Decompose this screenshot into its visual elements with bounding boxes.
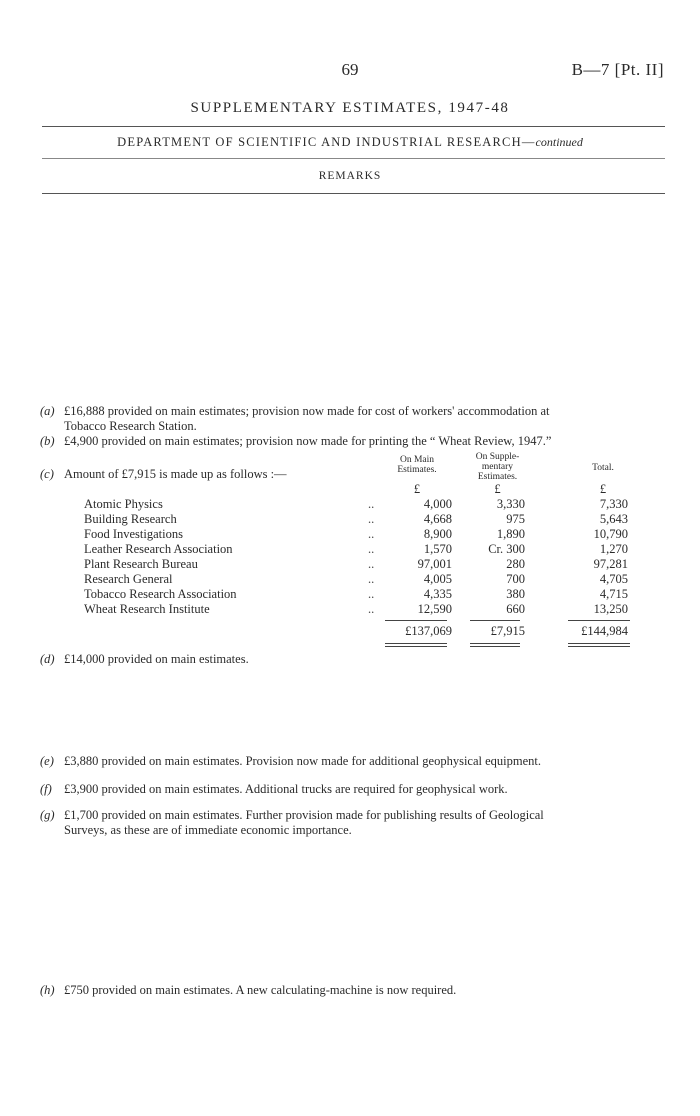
table-cell-main-estimates: 12,590 [417,602,452,616]
double-rule [385,643,447,644]
table-cell-main-estimates: 4,335 [423,587,452,601]
department-continued: continued [535,135,583,149]
note-text: £14,000 provided on main estimates. [64,652,249,666]
table-cell-main-estimates: 4,000 [423,497,452,511]
table-cell-total: 4,715 [599,587,628,601]
table-cell-main-estimates: 4,005 [423,572,452,586]
page-number: 69 [341,60,359,79]
note-text: Amount of £7,915 is made up as follows :— [64,467,287,481]
leader-dots: .. [368,527,375,541]
column-header-line: Estimates. [477,472,518,482]
table-cell-supplementary-estimates: 975 [506,512,525,526]
section-heading: REMARKS [318,170,382,182]
note-text: £1,700 provided on main estimates. Further provision made for publishing results of Geological [64,808,544,822]
table-cell-supplementary-estimates: 660 [506,602,525,616]
table-row-name: Building Research [84,512,177,526]
divider [42,158,665,159]
note-h [40,983,670,998]
total-supplementary-estimates: £7,915 [490,624,525,638]
total-main-estimates: £137,069 [405,624,452,638]
leader-dots: .. [368,557,375,571]
table-row-name: Research General [84,572,173,586]
column-header-supplementary-estimates [460,452,535,482]
note-label: (f) [40,782,52,796]
leader-dots: .. [368,587,375,601]
table-cell-supplementary-estimates: 380 [506,587,525,601]
table-cell-supplementary-estimates: 700 [506,572,525,586]
currency-symbol: £ [413,482,421,496]
note-text: £3,900 provided on main estimates. Additional trucks are required for geophysical work. [64,782,508,796]
divider [42,193,665,194]
column-header-line: Estimates. [397,465,437,475]
note-label: (h) [40,983,55,997]
currency-symbol: £ [494,482,501,496]
note-b [40,434,670,449]
table-cell-total: 4,705 [599,572,628,586]
column-header-main-estimates [382,455,452,475]
total-rule [385,620,447,621]
note-label: (a) [40,404,55,418]
table-cell-supplementary-estimates: 1,890 [496,527,525,541]
note-text: £3,880 provided on main estimates. Provision now made for additional geophysical equipment. [64,754,541,768]
table-cell-main-estimates: 8,900 [423,527,452,541]
table-cell-total: 5,643 [599,512,628,526]
table-cell-supplementary-estimates: Cr. 300 [488,542,525,556]
column-header-line: On Supple- [475,452,520,462]
table-row-name: Plant Research Bureau [84,557,198,571]
leader-dots: .. [368,497,375,511]
table-row-name: Tobacco Research Association [84,587,237,601]
table-row-name: Wheat Research Institute [84,602,210,616]
column-header-line: On Main [399,455,435,465]
leader-dots: .. [368,602,375,616]
double-rule [568,643,630,644]
table-row-name: Atomic Physics [84,497,163,511]
double-rule [385,646,447,647]
table-cell-total: 1,270 [599,542,628,556]
leader-dots: .. [368,512,375,526]
document-reference: B—7 [Pt. II] [571,60,664,79]
currency-symbol: £ [599,482,607,496]
note-g [40,808,670,838]
total-rule [568,620,630,621]
grand-total: £144,984 [581,624,628,638]
total-rule [470,620,520,621]
table-cell-total: 7,330 [599,497,628,511]
note-label: (e) [40,754,54,768]
table-cell-supplementary-estimates: 280 [506,557,525,571]
page-title: SUPPLEMENTARY ESTIMATES, 1947-48 [190,100,510,116]
table-cell-supplementary-estimates: 3,330 [496,497,525,511]
note-d [40,652,670,667]
note-label: (c) [40,467,54,481]
note-e [40,754,670,769]
double-rule [568,646,630,647]
note-label: (b) [40,434,55,448]
table-cell-main-estimates: 4,668 [423,512,452,526]
table-cell-total: 10,790 [593,527,628,541]
table-cell-main-estimates: 1,570 [423,542,452,556]
department-name: DEPARTMENT OF SCIENTIFIC AND INDUSTRIAL RESEARCH— [117,135,536,149]
note-text: £4,900 provided on main estimates; provision now made for printing the “ Wheat Review, 1947.” [64,434,552,448]
note-a [40,404,670,434]
table-cell-total: 97,281 [593,557,628,571]
note-text-continued: Tobacco Research Station. [64,419,197,433]
department-heading [0,135,700,150]
table-cell-main-estimates: 97,001 [417,557,452,571]
note-label: (d) [40,652,55,666]
table-cell-total: 13,250 [593,602,628,616]
column-header-line: mentary [481,462,514,472]
table-row-name: Food Investigations [84,527,183,541]
note-text: £750 provided on main estimates. A new calculating-machine is now required. [64,983,457,997]
double-rule [470,643,520,644]
note-text: £16,888 provided on main estimates; provision now made for cost of workers' accommodation at [64,404,550,418]
table-row-name: Leather Research Association [84,542,233,556]
column-header-total: Total. [592,463,614,473]
leader-dots: .. [368,542,375,556]
note-text-continued: Surveys, as these are of immediate economic importance. [64,823,352,837]
divider [42,126,665,127]
leader-dots: .. [368,572,375,586]
double-rule [470,646,520,647]
note-label: (g) [40,808,55,822]
note-f [40,782,670,797]
